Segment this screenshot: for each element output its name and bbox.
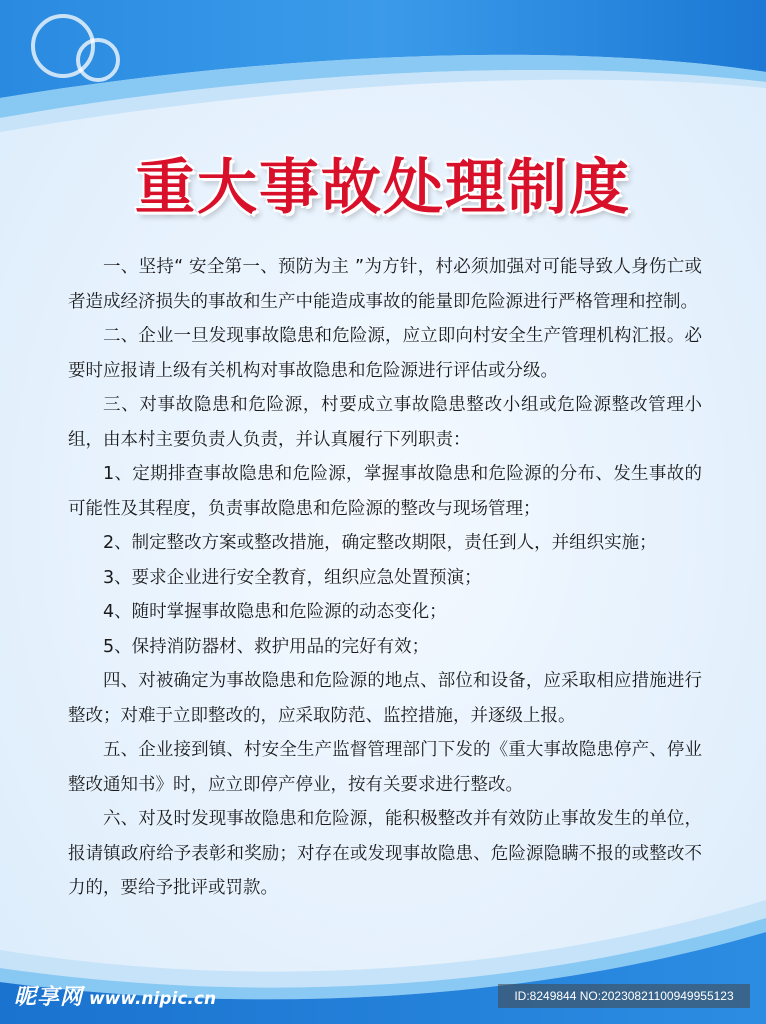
duty-item-2: 2、制定整改方案或整改措施，确定整改期限，责任到人，并组织实施； xyxy=(103,533,657,553)
duty-item-1: 1、定期排查事故隐患和危险源，掌握事故隐患和危险源的分布、发生事故的可能性及其程度，负责事故隐患和危险源的整改与现场管理； xyxy=(68,464,702,519)
watermark-logo-url: www.nipic.cn xyxy=(88,989,217,1009)
paragraph-2: 二、企业一旦发现事故隐患和危险源，应立即向村安全生产管理机构汇报。必要时应报请上级有关机构对事故隐患和危险源进行评估或分级。 xyxy=(68,326,702,381)
paragraph-1: 一、坚持“ 安全第一、预防为主 ”为方针，村必须加强对可能导致人身伤亡或者造成经济损失的事故和生产中能造成事故的能量即危险源进行严格管理和控制。 xyxy=(68,257,702,312)
paragraph-3: 三、对事故隐患和危险源，村要成立事故隐患整改小组或危险源整改管理小组，由本村主要负责人负责，并认真履行下列职责： xyxy=(68,395,702,450)
image-id-label: ID:8249844 NO:20230821100949955123 xyxy=(498,984,750,1008)
duty-item-3: 3、要求企业进行安全教育，组织应急处置预演； xyxy=(103,567,482,588)
watermark-logo-cn: 昵享网 xyxy=(14,985,84,1010)
paragraph-4: 四、对被确定为事故隐患和危险源的地点、部位和设备，应采取相应措施进行整改；对难于立即整改的，应采取防范、监控措施，并逐级上报。 xyxy=(68,671,702,726)
paragraph-5: 五、企业接到镇、村安全生产监督管理部门下发的《重大事故隐患停产、停业整改通知书》时，应立即停产停业，按有关要求进行整改。 xyxy=(68,740,702,795)
duty-item-4: 4、随时掌握事故隐患和危险源的动态变化； xyxy=(103,602,447,622)
watermark-logo xyxy=(14,984,216,1012)
page-title: 重大事故处理制度 xyxy=(135,153,631,223)
regulation-body xyxy=(68,250,702,906)
duty-item-5: 5、保持消防器材、救护用品的完好有效； xyxy=(103,636,430,657)
paragraph-6: 六、对及时发现事故隐患和危险源，能积极整改并有效防止事故发生的单位，报请镇政府给予表彰和奖励；对存在或发现事故隐患、危险源隐瞒不报的或整改不力的，要给予批评或罚款。 xyxy=(68,809,702,898)
